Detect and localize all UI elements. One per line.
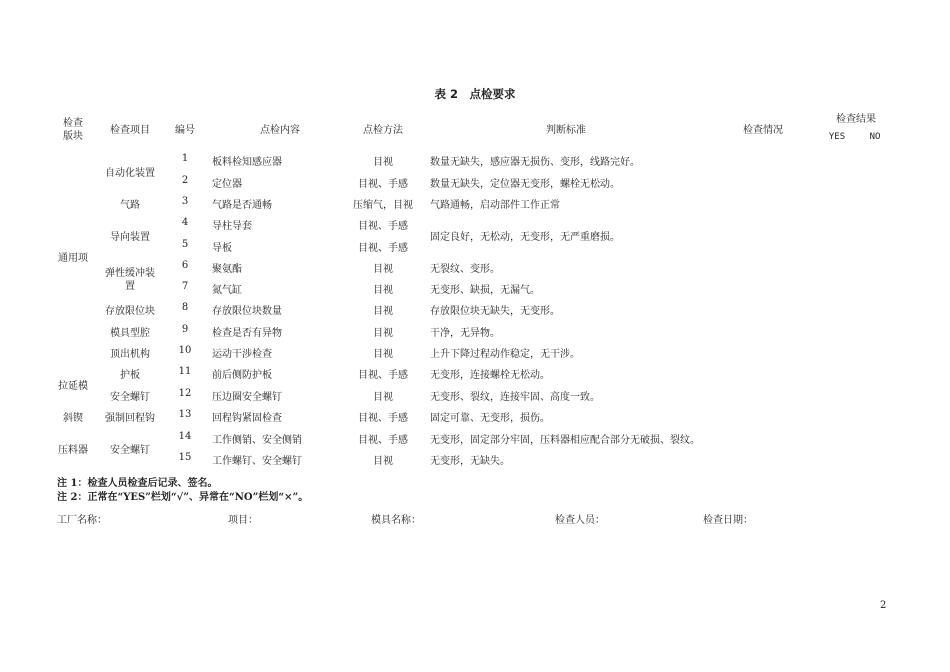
- project-label: 项目：: [228, 515, 258, 526]
- row-number: 8: [181, 302, 189, 313]
- item-guide: 导向装置: [110, 232, 150, 243]
- header-result: 检查结果: [836, 114, 876, 125]
- row-content: 工作螺钉、安全螺钉: [212, 456, 302, 467]
- row-number: 2: [181, 175, 189, 186]
- row-content: 压边圈安全螺钉: [212, 392, 282, 403]
- table-title: 表 2 点检要求: [434, 87, 516, 101]
- row-method: 目视、手感: [358, 179, 408, 190]
- row-method: 压缩气，目视: [353, 200, 413, 211]
- section-general: 通用项: [58, 253, 88, 264]
- row-number: 6: [181, 260, 189, 271]
- item-bolt: 安全螺钉: [110, 392, 150, 403]
- row-content: 板料检知感应器: [212, 157, 282, 168]
- guide-criteria: 固定良好，无松动，无变形，无严重磨损。: [430, 232, 620, 243]
- row-method: 目视、手感: [358, 370, 408, 381]
- note-1: 注 1：检查人员检查后记录、签名。: [57, 478, 218, 489]
- row-number: 10: [178, 345, 192, 356]
- header-content: 点检内容: [260, 125, 300, 136]
- row-content: 导柱导套: [212, 221, 252, 232]
- item-cavity: 模具型腔: [110, 328, 150, 339]
- row-criteria: 固定可靠、无变形，损伤。: [430, 413, 550, 424]
- row-criteria: 无变形，固定部分牢固，压料器相应配合部分无破损、裂纹。: [430, 435, 700, 446]
- row-content: 存放限位块数量: [212, 306, 282, 317]
- row-criteria: 无裂纹、变形。: [430, 264, 500, 275]
- header-situation: 检查情况: [743, 125, 783, 136]
- row-criteria: 干净，无异物。: [430, 328, 500, 339]
- section-wedge: 斜锲: [63, 413, 83, 424]
- row-criteria: 无变形、缺损，无漏气。: [430, 285, 540, 296]
- row-method: 目视: [373, 456, 393, 467]
- row-content: 气路是否通畅: [212, 200, 272, 211]
- row-method: 目视、手感: [358, 243, 408, 254]
- section-lift-mold: 拉延模: [58, 381, 88, 392]
- row-method: 目视、手感: [358, 221, 408, 232]
- row-number: 13: [178, 409, 192, 420]
- row-method: 目视: [373, 285, 393, 296]
- row-method: 目视: [373, 264, 393, 275]
- row-content: 回程钩紧固检查: [212, 413, 282, 424]
- row-content: 定位器: [212, 179, 242, 190]
- row-method: 目视: [373, 328, 393, 339]
- row-method: 目视、手感: [358, 413, 408, 424]
- row-criteria: 上升下降过程动作稳定，无干涉。: [430, 349, 580, 360]
- header-section-line1: 检查: [63, 118, 83, 129]
- item-guard: 护板: [120, 370, 140, 381]
- row-method: 目视、手感: [358, 435, 408, 446]
- row-content: 检查是否有异物: [212, 328, 282, 339]
- row-number: 15: [178, 452, 192, 463]
- row-criteria: 数量无缺失，定位器无变形，螺栓无松动。: [430, 179, 620, 190]
- row-criteria: 气路通畅，启动部件工作正常: [430, 200, 560, 211]
- note-2: 注 2：正常在“YES”栏划“√”、异常在“NO”栏划“×”。: [57, 492, 309, 503]
- header-yes: YES: [828, 132, 846, 142]
- row-criteria: 存放限位块无缺失，无变形。: [430, 306, 560, 317]
- inspector-label: 检查人员：: [555, 515, 605, 526]
- row-number: 3: [181, 196, 189, 207]
- row-content: 导板: [212, 243, 232, 254]
- row-number: 7: [181, 281, 189, 292]
- header-number: 编号: [175, 125, 195, 136]
- row-number: 12: [178, 388, 192, 399]
- item-safe-bolt: 安全螺钉: [110, 445, 150, 456]
- row-method: 目视: [373, 157, 393, 168]
- row-content: 运动干涉检查: [212, 349, 272, 360]
- row-number: 1: [181, 153, 189, 164]
- row-method: 目视: [373, 392, 393, 403]
- page-number: 2: [880, 600, 887, 611]
- item-automation: 自动化装置: [105, 168, 155, 179]
- item-return: 强制回程钩: [105, 413, 155, 424]
- row-criteria: 无变形，无缺失。: [430, 456, 510, 467]
- row-content: 工作侧销、安全侧销: [212, 435, 302, 446]
- row-criteria: 数量无缺失，感应器无损伤、变形，线路完好。: [430, 157, 640, 168]
- row-number: 5: [181, 239, 189, 250]
- factory-name-label: 工厂名称：: [57, 515, 107, 526]
- header-section-line2: 版块: [63, 131, 83, 142]
- row-content: 聚氨酯: [212, 264, 242, 275]
- item-buffer-line1: 弹性缓冲装: [105, 268, 155, 279]
- row-criteria: 无变形、裂纹，连接牢固、高度一致。: [430, 392, 600, 403]
- row-criteria: 无变形，连接螺栓无松动。: [430, 370, 550, 381]
- mold-name-label: 模具名称：: [371, 515, 421, 526]
- row-content: 氮气缸: [212, 285, 242, 296]
- header-method: 点检方法: [363, 125, 403, 136]
- row-number: 11: [178, 366, 192, 377]
- section-press: 压料器: [58, 445, 88, 456]
- row-number: 9: [181, 324, 189, 335]
- header-criteria: 判断标准: [546, 125, 586, 136]
- row-content: 前后侧防护板: [212, 370, 272, 381]
- item-air: 气路: [120, 200, 140, 211]
- header-no: NO: [869, 132, 881, 142]
- item-ejector: 顶出机构: [110, 349, 150, 360]
- row-method: 目视: [373, 306, 393, 317]
- inspection-date-label: 检查日期：: [703, 515, 753, 526]
- item-stop: 存放限位块: [105, 306, 155, 317]
- row-method: 目视: [373, 349, 393, 360]
- header-item: 检查项目: [110, 125, 150, 136]
- row-number: 14: [178, 431, 192, 442]
- item-buffer-line2: 置: [125, 281, 135, 292]
- row-number: 4: [181, 217, 189, 228]
